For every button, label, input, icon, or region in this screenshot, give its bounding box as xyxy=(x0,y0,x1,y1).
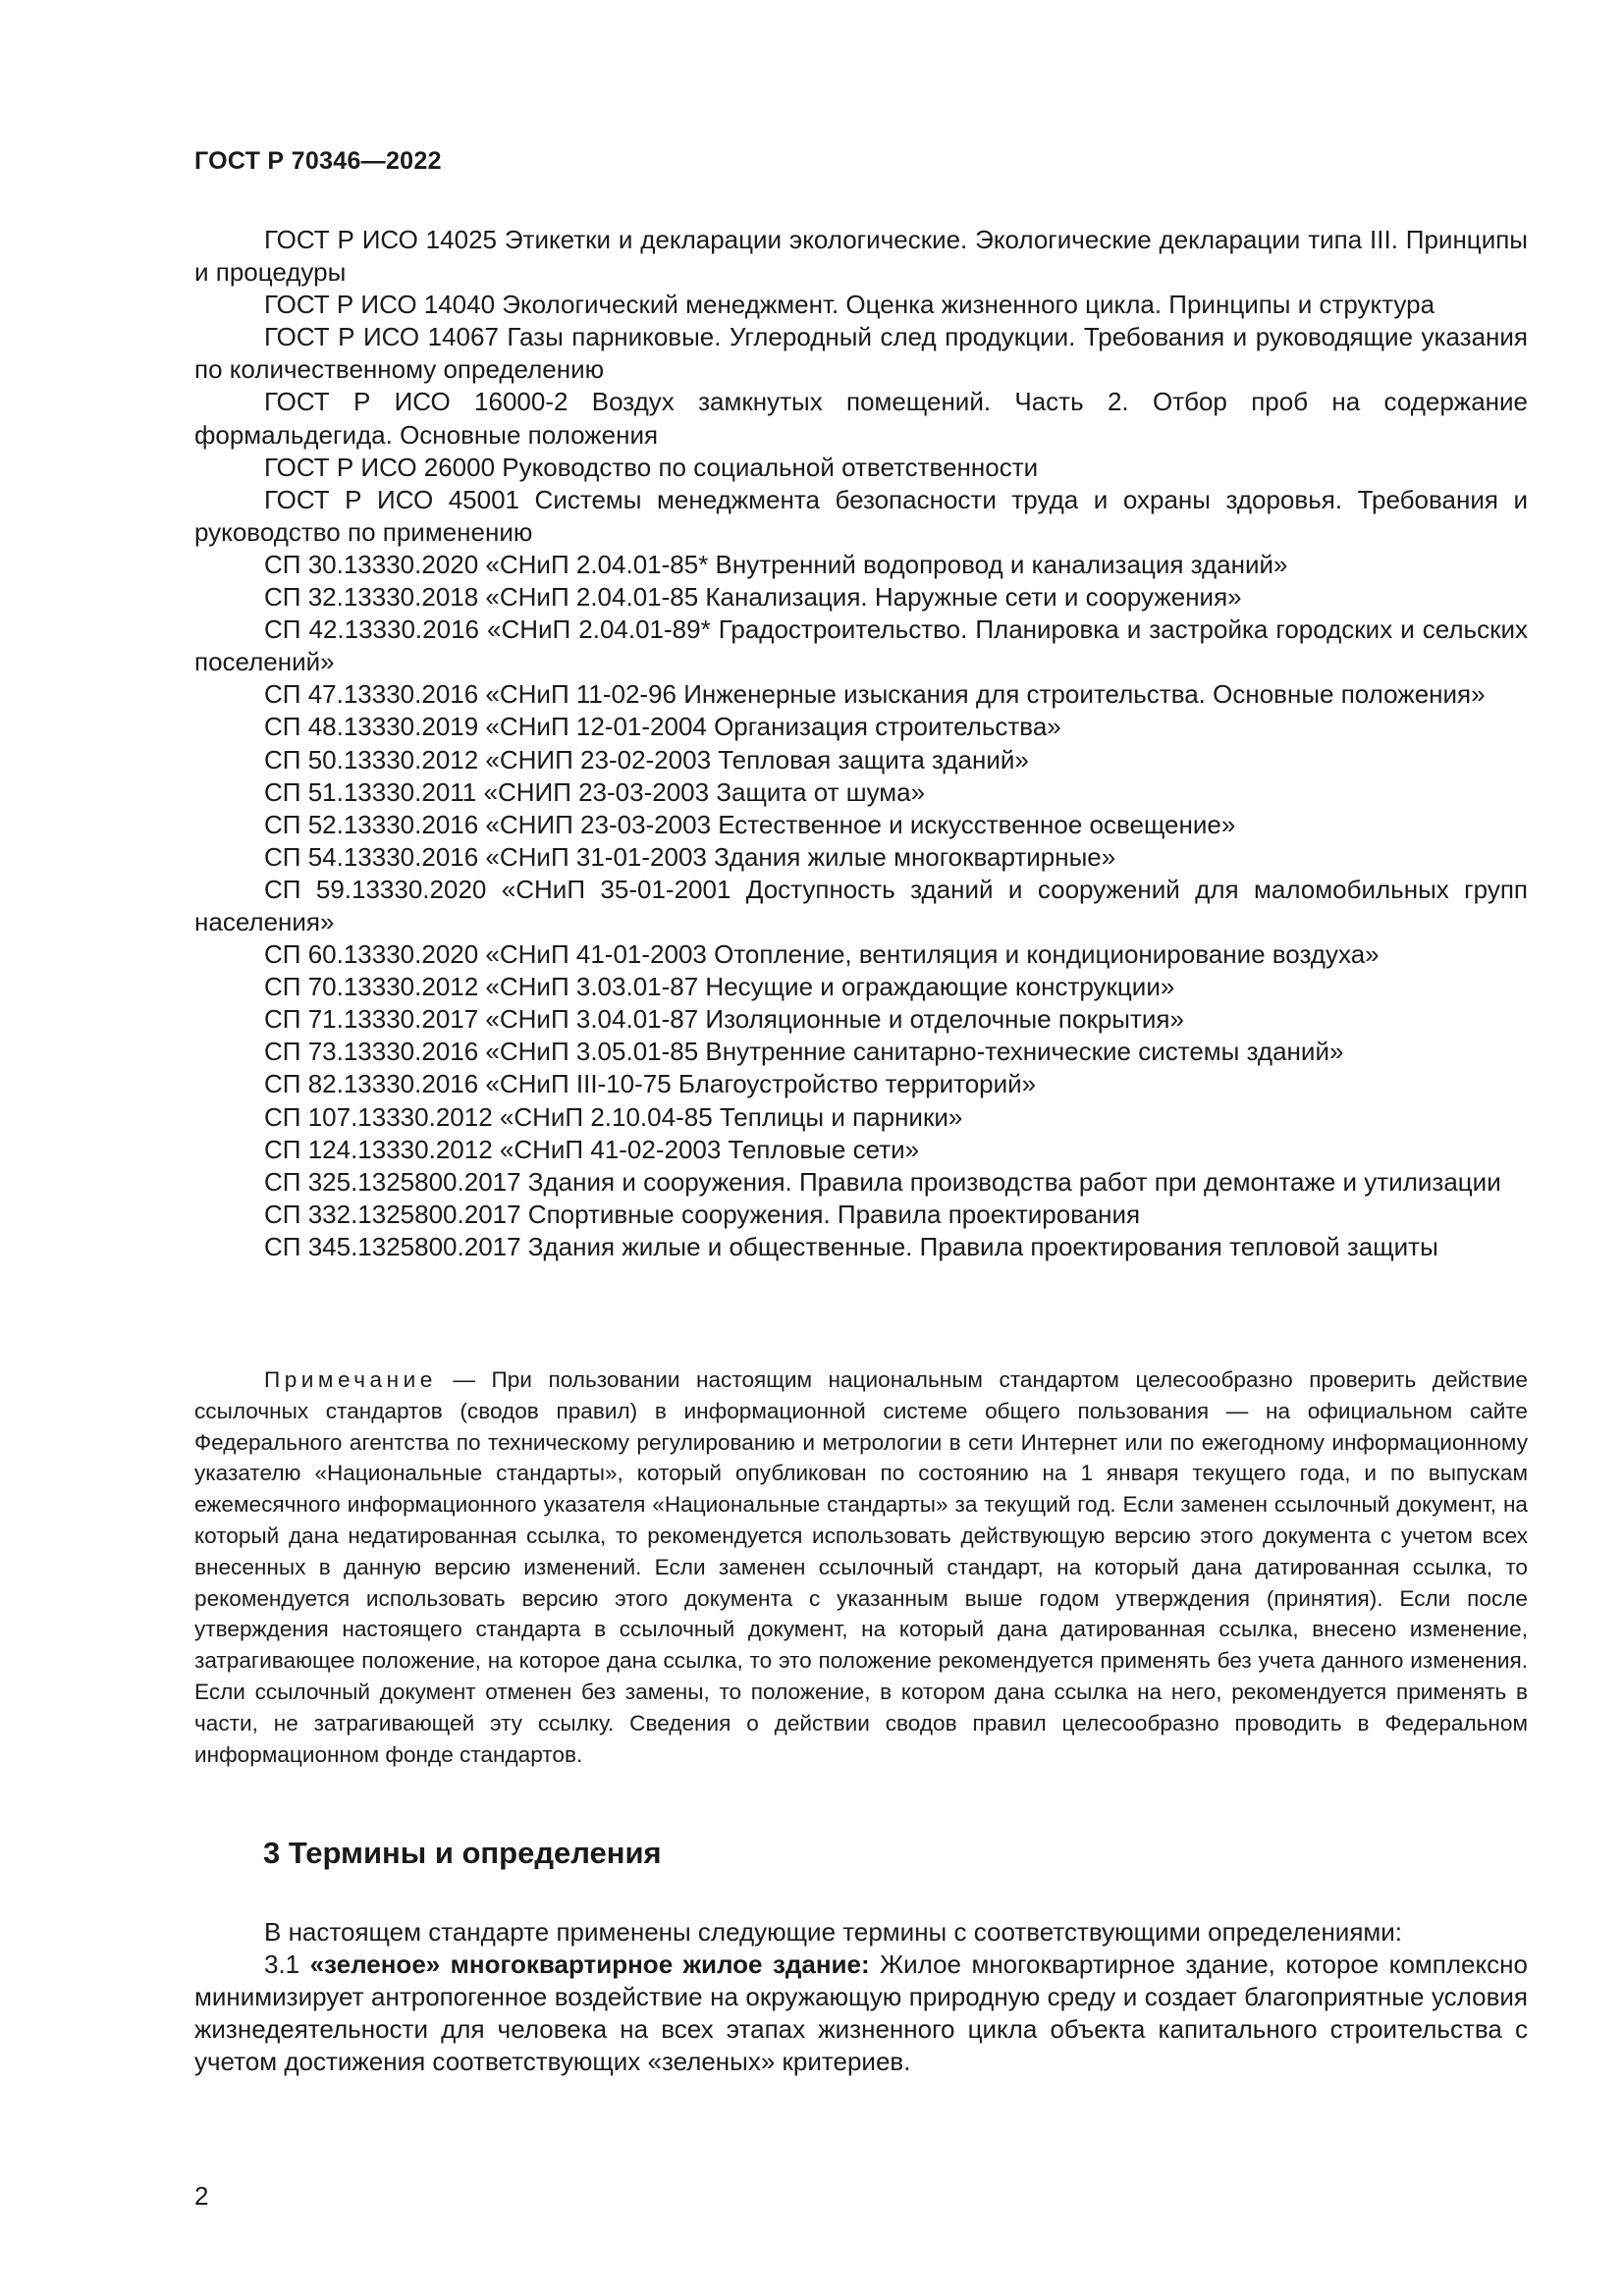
reference-item: ГОСТ Р ИСО 14025 Этикетки и декларации экологические. Экологические декларации типа III. Принципы и процедуры xyxy=(194,225,1528,288)
normative-references-list xyxy=(194,224,1528,1263)
reference-item: СП 332.1325800.2017 Спортивные сооружения. Правила проектирования xyxy=(264,1199,1141,1229)
term-definition-paragraph xyxy=(194,1949,1528,2078)
reference-item: СП 107.13330.2012 «СНиП 2.10.04-85 Теплицы и парники» xyxy=(264,1101,963,1132)
reference-item: СП 345.1325800.2017 Здания жилые и общественные. Правила проектирования тепловой защиты xyxy=(264,1231,1438,1261)
note-text: — При пользовании настоящим национальным стандартом целесообразно проверить действие ссылочных стандартов (сводов правил) в информационной системе общего пользования — на официальном сайте Федерального агентства по техническому регулированию и метрологии в сети Интернет или по ежегодному информационному указателю «Национальные стандарты», который опубликован по состоянию на 1 января текущего года, и по выпускам ежемесячного информационного указателя «Национальные стандарты» за текущий год. Если заменен ссылочный документ, на который дана недатированная ссылка, то рекомендуется использовать действующую версию этого документа с учетом всех внесенных в данную версию изменений. Если заменен ссылочный стандарт, на который дана датированная ссылка, то рекомендуется использовать версию этого документа с указанным выше годом утверждения (принятия). Если после утверждения настоящего стандарта в ссылочный документ, на который дана датированная ссылка, внесено изменение, затрагивающее положение, на которое дана ссылка, то это положение рекомендуется применять без учета данного изменения. Если ссылочный документ отменен без замены, то положение, в котором дана ссылка на него, рекомендуется применять в части, не затрагивающей эту ссылку. Сведения о действии сводов правил целесообразно проводить в Федеральном информационном фонде стандартов. xyxy=(194,1367,1528,1767)
reference-item: СП 30.13330.2020 «СНиП 2.04.01-85* Внутренний водопровод и канализация зданий» xyxy=(264,549,1288,579)
reference-item: СП 325.1325800.2017 Здания и сооружения. Правила производства работ при демонтаже и утилизации xyxy=(264,1166,1501,1197)
reference-item: СП 32.13330.2018 «СНиП 2.04.01-85 Канализация. Наружные сети и сооружения» xyxy=(264,582,1242,613)
reference-item: СП 59.13330.2020 «СНиП 35-01-2001 Доступность зданий и сооружений для маломобильных групп населения» xyxy=(194,874,1528,936)
document-header: ГОСТ Р 70346—2022 xyxy=(194,147,442,175)
reference-item: СП 54.13330.2016 «СНиП 31-01-2003 Здания жилые многоквартирные» xyxy=(264,841,1116,872)
reference-item: СП 73.13330.2016 «СНиП 3.05.01-85 Внутренние санитарно-технические системы зданий» xyxy=(264,1037,1344,1067)
reference-item: СП 50.13330.2012 «СНИП 23-02-2003 Тепловая защита зданий» xyxy=(264,744,1029,774)
reference-item: СП 82.13330.2016 «СНиП III-10-75 Благоустройство территорий» xyxy=(264,1069,1037,1099)
page-number: 2 xyxy=(194,2181,209,2211)
reference-item: СП 48.13330.2019 «СНиП 12-01-2004 Организация строительства» xyxy=(264,712,1061,742)
reference-item: СП 71.13330.2017 «СНиП 3.04.01-87 Изоляционные и отделочные покрытия» xyxy=(264,1004,1184,1035)
reference-item: СП 70.13330.2012 «СНиП 3.03.01-87 Несущие и ограждающие конструкции» xyxy=(264,972,1175,1002)
reference-item: СП 52.13330.2016 «СНИП 23-03-2003 Естественное и искусственное освещение» xyxy=(264,809,1236,839)
section-intro: В настоящем стандарте применены следующие термины с соответствующими определениями: xyxy=(264,1917,1403,1947)
reference-item: ГОСТ Р ИСО 45001 Системы менеджмента безопасности труда и охраны здоровья. Требования и руководство по применению xyxy=(194,484,1528,547)
note-label: Примечание xyxy=(264,1367,437,1392)
reference-item: СП 60.13330.2020 «СНиП 41-01-2003 Отопление, вентиляция и кондиционирование воздуха» xyxy=(264,939,1380,970)
reference-item: ГОСТ Р ИСО 16000-2 Воздух замкнутых помещений. Часть 2. Отбор проб на содержание формальдегида. Основные положения xyxy=(194,387,1528,450)
reference-item: ГОСТ Р ИСО 14040 Экологический менеджмент. Оценка жизненного цикла. Принципы и структура xyxy=(264,290,1435,320)
section-title: 3 Термины и определения xyxy=(263,1836,662,1870)
reference-item: ГОСТ Р ИСО 26000 Руководство по социальной ответственности xyxy=(264,452,1039,482)
reference-item: СП 47.13330.2016 «СНиП 11-02-96 Инженерные изыскания для строительства. Основные положения» xyxy=(264,679,1486,710)
reference-item: СП 51.13330.2011 «СНИП 23-03-2003 Защита от шума» xyxy=(264,776,926,807)
note-paragraph xyxy=(194,1364,1528,1770)
term-name: «зеленое» многоквартирное жилое здание: xyxy=(309,1949,870,1980)
reference-item: ГОСТ Р ИСО 14067 Газы парниковые. Углеродный след продукции. Требования и руководящие указания по количественному определению xyxy=(194,322,1528,385)
section-body xyxy=(194,1916,1528,2078)
term-definition: Жилое многоквартирное здание, которое комплексно минимизирует антропогенное воздействие на окружающую природную среду и создает благоприятные условия жизнедеятельности для человека на всех этапах жизненного цикла объекта капитального строительства с учетом достижения соответствующих «зеленых» критериев. xyxy=(194,1949,1528,2077)
term-number: 3.1 xyxy=(264,1949,300,1980)
reference-item: СП 42.13330.2016 «СНиП 2.04.01-89* Градостроительство. Планировка и застройка городских и сельских поселений» xyxy=(194,614,1528,677)
reference-item: СП 124.13330.2012 «СНиП 41-02-2003 Тепловые сети» xyxy=(264,1134,920,1164)
